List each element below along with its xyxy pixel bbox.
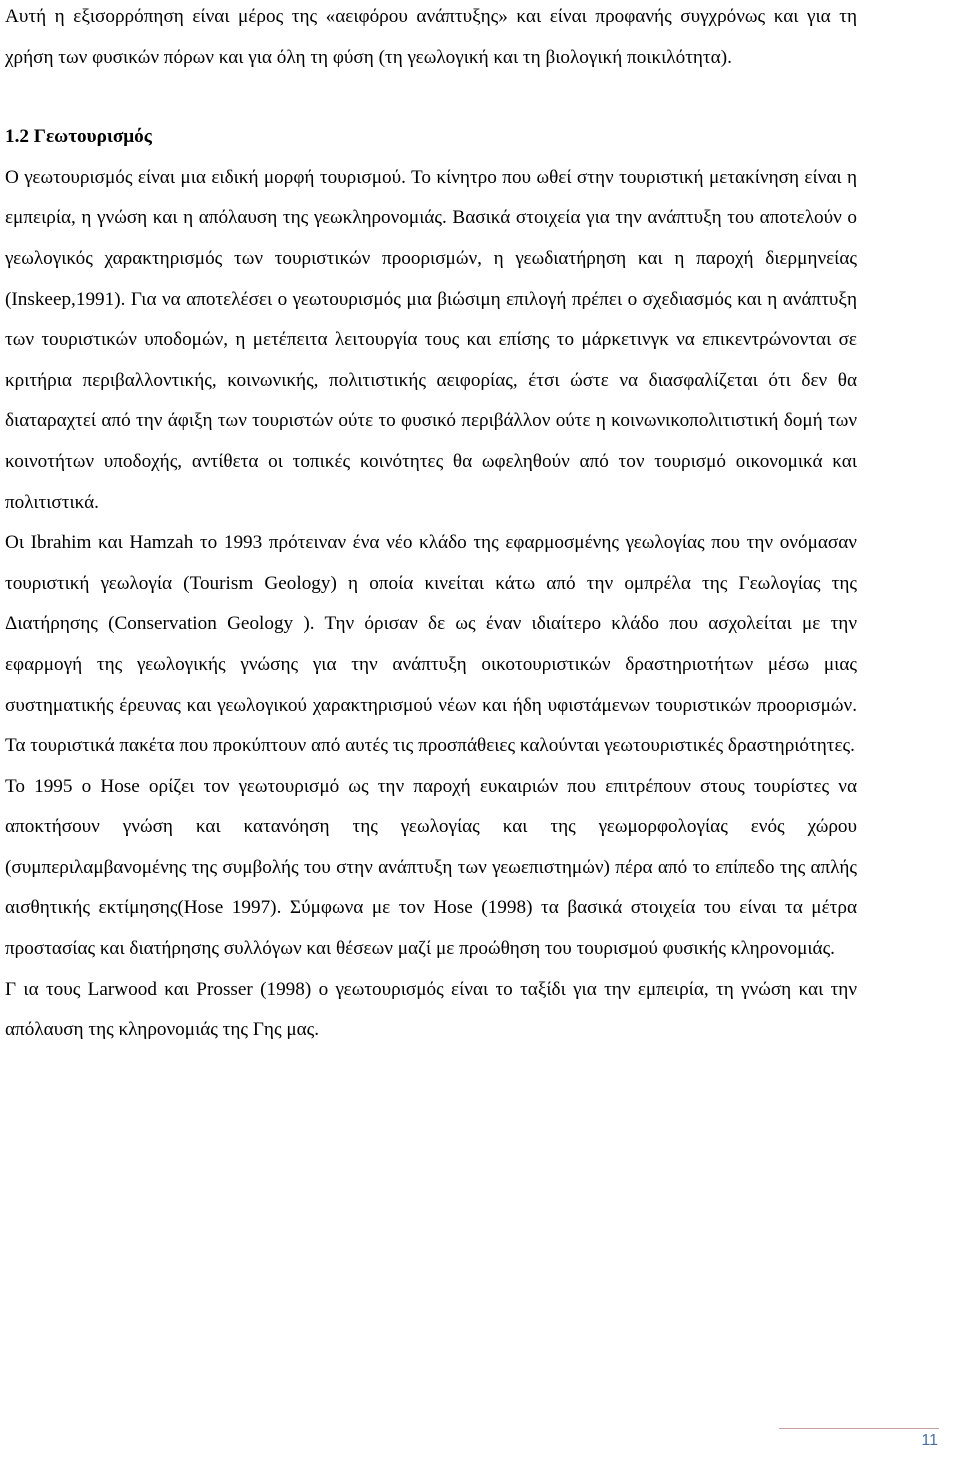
paragraph-larwood-prosser: Γ ια τους Larwood και Prosser (1998) ο γεωτουρισμός είναι το ταξίδι για την εμπειρία, τη γνώση και την απόλαυση της κληρονομιάς της Γης μας.	[5, 978, 857, 1041]
paragraph-tourism-geology: Οι Ibrahim και Hamzah το 1993 πρότειναν ένα νέο κλάδο της εφαρμοσμένης γεωλογίας που την ονόμασαν τουριστική γεωλογία (Tourism Geology) η οποία κινείται κάτω από την ομπρέλα της Γεωλογίας της Διατήρησης (Conservation Geology ). Την όρισαν δε ως έναν ιδιαίτερο κλάδο που ασχολείται με την εφαρμογή της γεωλογικής γνώσης για την ανάπτυξη οικοτουριστικών δραστηριοτήτων μέσω μιας συστηματικής έρευνας και γεωλογικού χαρακτηρισμού νέων και ήδη υφιστάμενων τουριστικών προορισμών. Τα τουριστικά πακέτα που προκύπτουν από αυτές τις προσπάθειες καλούνται γεωτουριστικές δραστηριότητες.	[5, 532, 857, 757]
document-page	[5, 0, 857, 1051]
footer-divider	[779, 1428, 939, 1429]
section-heading: 1.2 Γεωτουρισμός	[5, 126, 152, 148]
opening-paragraph: Αυτή η εξισορρόπηση είναι μέρος της «αειφόρου ανάπτυξης» και είναι προφανής συγχρόνως και για τη χρήση των φυσικών πόρων και για όλη τη φύση (τη γεωλογική και τη βιολογική ποικιλότητα).	[5, 6, 857, 68]
paragraph-hose-definition: Το 1995 ο Hose ορίζει τον γεωτουρισμό ως την παροχή ευκαιριών που επιτρέπουν στους τουρίστες να αποκτήσουν γνώση και κατανόηση της γεωλογίας και της γεωμορφολογίας ενός χώρου (συμπεριλαμβανομένης της συμβολής του στην ανάπτυξη των γεωεπιστημών) πέρα από το επίπεδο της απλής αισθητικής εκτίμησης(Hose 1997). Σύμφωνα με τον Hose (1998) τα βασικά στοιχεία του είναι τα μέτρα προστασίας και διατήρησης συλλόγων και θέσεων μαζί με προώθηση του τουρισμού φυσικής κληρονομιάς.	[5, 775, 857, 960]
page-number: 11	[921, 1432, 938, 1449]
paragraph-geotourism-definition: Ο γεωτουρισμός είναι μια ειδική μορφή τουρισμού. Το κίνητρο που ωθεί στην τουριστική μετακίνηση είναι η εμπειρία, η γνώση και η απόλαυση της γεωκληρονομιάς. Βασικά στοιχεία για την ανάπτυξη του αποτελούν ο γεωλογικός χαρακτηρισμός των τουριστικών προορισμών, η γεωδιατήρηση και η παροχή διερμηνείας (Inskeep,1991). Για να αποτελέσει ο γεωτουρισμός μια βιώσιμη επιλογή πρέπει ο σχεδιασμός και η ανάπτυξη των τουριστικών υποδομών, η μετέπειτα λειτουργία τους και επίσης το μάρκετινγκ να επικεντρώνονται σε κριτήρια περιβαλλοντικής, κοινωνικής, πολιτιστικής αειφορίας, έτσι ώστε να διασφαλίζεται ότι δεν θα διαταραχτεί από την άφιξη των τουριστών ούτε το φυσικό περιβάλλον ούτε η κοινωνικοπολιτιστική δομή των κοινοτήτων υποδοχής, αντίθετα οι τοπικές κοινότητες θα ωφεληθούν από τον τουρισμό οικονομικά και πολιτιστικά.	[5, 166, 857, 513]
